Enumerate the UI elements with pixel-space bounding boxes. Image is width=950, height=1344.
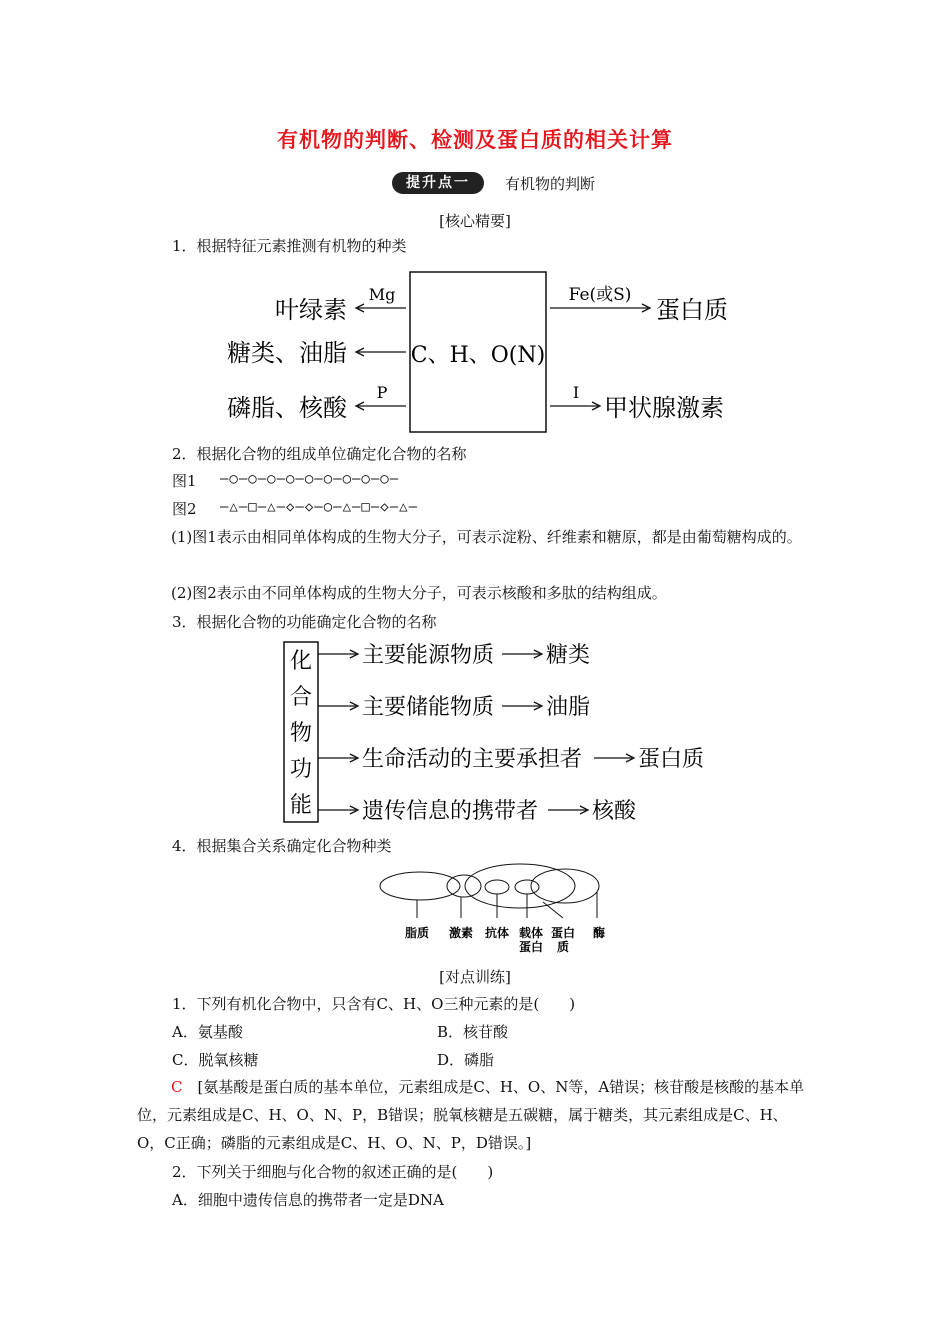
right-item-protein: 蛋白质 (656, 296, 728, 324)
venn-diagram (375, 862, 625, 962)
q1-answer: C (171, 1078, 183, 1096)
fig1-chain: —○—○—○—○—○—○—○—○—○— (220, 471, 400, 487)
label-fe: Fe(或S) (568, 285, 632, 305)
venn-label-lipid: 脂质 (404, 926, 430, 940)
paragraph-1: (1)图1表示由相同单体构成的生物大分子，可表示淀粉、纤维素和糖原，都是由葡萄糖构成的。 (171, 528, 802, 546)
venn-label-carrier: 载体 (518, 926, 544, 940)
box-char: 化 (289, 649, 313, 674)
item1-heading: 1．根据特征元素推测有机物的种类 (172, 237, 407, 255)
q1-stem: 1．下列有机化合物中，只含有C、H、O三种元素的是( ) (172, 995, 576, 1013)
carrier-ellipse (515, 880, 539, 894)
fig2-chain: —△—□—△—◇—◇—○—△—□—◇—△— (220, 499, 419, 515)
label-mg: Mg (368, 285, 396, 304)
left-item-sugars: 糖类、油脂 (227, 339, 347, 367)
antibody-ellipse (485, 880, 509, 894)
venn-label-carrier-2: 蛋白 (518, 940, 544, 954)
q1-explanation: [氨基酸是蛋白质的基本单位，元素组成是C、H、O、N等，A错误；核苷酸是核酸的基本单位，元素组成是C、H、O、N、P，B错误；脱氧核糖是五碳糖，属于糖类，其元素组成是C、H、O，C正确；磷脂的元素组成是C、H、O、N、P，D错误。] (137, 1078, 805, 1152)
right-item-thyroxine: 甲状腺激素 (604, 394, 724, 422)
box-char: 功 (289, 757, 313, 782)
section-title: 有机物的判断 (505, 175, 596, 193)
element-diagram (210, 262, 770, 438)
item2-heading: 2．根据化合物的组成单位确定化合物的名称 (172, 445, 467, 463)
function-life-activity: 生命活动的主要承担者 (362, 747, 583, 772)
practice-label: [对点训练] (439, 968, 511, 986)
function-diagram (280, 636, 740, 826)
q2-option-a: A．细胞中遗传信息的携带者一定是DNA (172, 1191, 444, 1209)
hormone-ellipse (447, 875, 481, 897)
item4-heading: 4．根据集合关系确定化合物种类 (172, 837, 392, 855)
function-storage: 主要储能物质 (362, 695, 495, 720)
lipid-ellipse (380, 872, 460, 900)
section-badge: 提升点一 (392, 172, 484, 194)
venn-label-protein: 蛋白 (550, 926, 576, 940)
q2-stem: 2．下列关于细胞与化合物的叙述正确的是( ) (172, 1163, 494, 1181)
q1-option-b: B．核苷酸 (437, 1023, 509, 1041)
box-char: 物 (289, 721, 313, 746)
compound-sugars: 糖类 (546, 643, 591, 668)
item3-heading: 3．根据化合物的功能确定化合物的名称 (172, 613, 437, 631)
box-char: 合 (289, 685, 313, 710)
left-item-phospholipid: 磷脂、核酸 (227, 394, 347, 422)
function-genetic-info: 遗传信息的携带者 (362, 799, 539, 824)
venn-label-enzyme: 酶 (592, 926, 606, 940)
q1-option-c: C．脱氧核糖 (172, 1051, 259, 1069)
compound-protein: 蛋白质 (638, 747, 705, 772)
compound-fat: 油脂 (546, 695, 591, 720)
fig1-label: 图1 (172, 472, 197, 490)
box-char: 能 (289, 793, 313, 818)
venn-label-hormone: 激素 (448, 926, 474, 940)
enzyme-ellipse (531, 869, 599, 903)
paragraph-2: (2)图2表示由不同单体构成的生物大分子，可表示核酸和多肽的结构组成。 (171, 584, 667, 602)
center-label: C、H、O(N) (410, 343, 546, 368)
fig2-label: 图2 (172, 500, 197, 518)
compound-nucleic-acid: 核酸 (592, 799, 637, 824)
q1-option-a: A．氨基酸 (172, 1023, 243, 1041)
page-title: 有机物的判断、检测及蛋白质的相关计算 (277, 127, 673, 152)
label-p: P (376, 383, 388, 402)
venn-label-protein-2: 质 (556, 940, 570, 954)
venn-label-antibody: 抗体 (484, 926, 510, 940)
function-energy: 主要能源物质 (362, 643, 495, 668)
core-label: [核心精要] (439, 212, 511, 230)
left-item-chlorophyll: 叶绿素 (275, 296, 347, 324)
q1-answer-block (137, 1073, 813, 1157)
q1-option-d: D．磷脂 (437, 1051, 495, 1069)
label-i: I (572, 383, 580, 402)
